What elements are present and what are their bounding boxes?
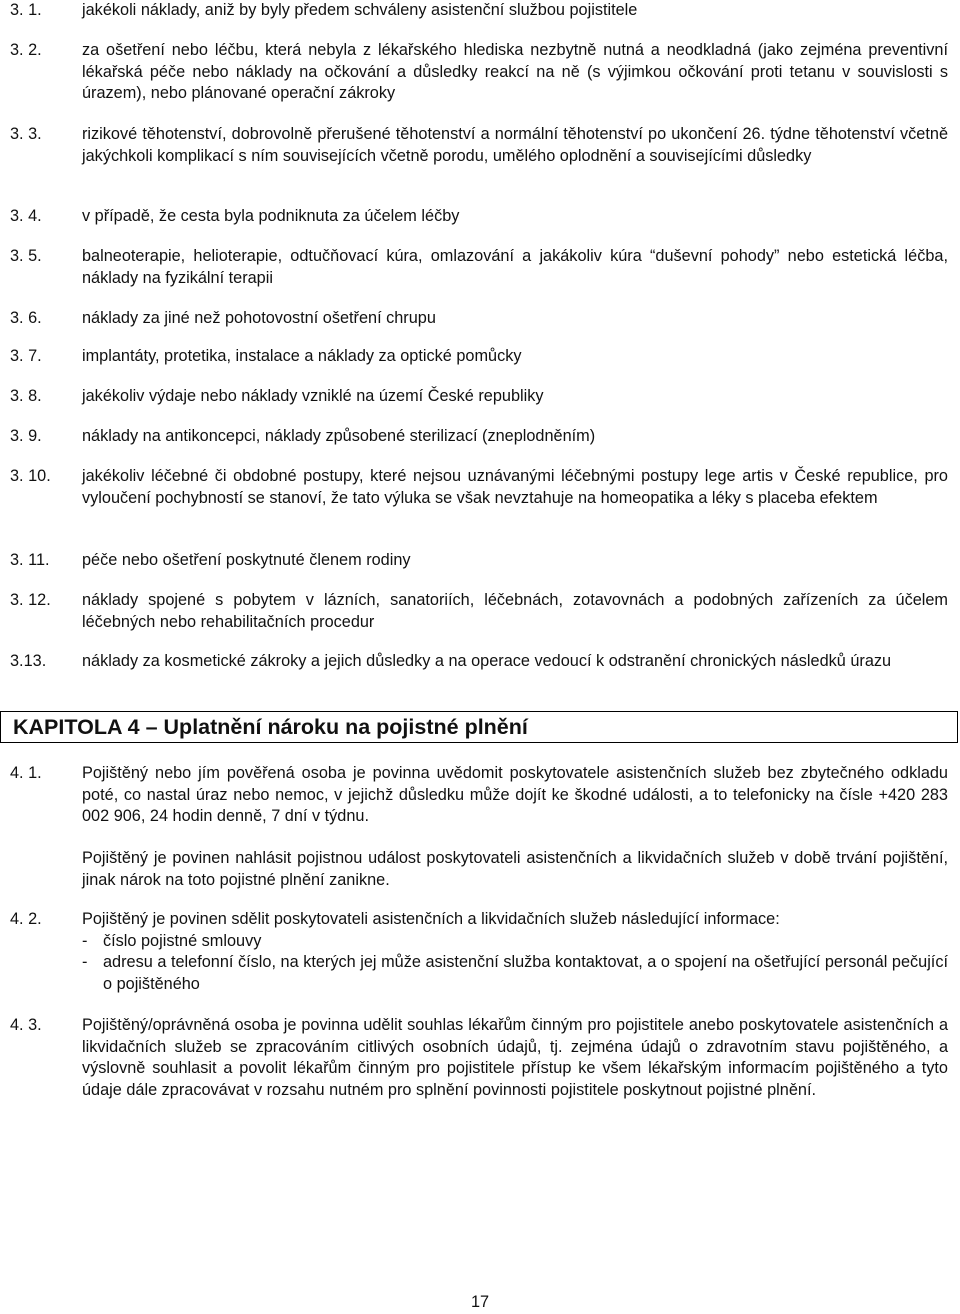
chapter-heading: KAPITOLA 4 – Uplatnění nároku na pojistné plnění [0, 711, 958, 743]
item-number: 3. 1. [10, 1, 42, 19]
dash-text: adresu a telefonní číslo, na kterých jej může asistenční služba kontaktovat, a o spojení na ošetřující personál pečující o pojištěného [103, 953, 948, 993]
item-number: 4. 3. [10, 1016, 42, 1034]
dash-bullet: - [82, 953, 88, 971]
exclusion-item [10, 308, 948, 330]
item-text: v případě, že cesta byla podniknuta za účelem léčby [82, 207, 460, 225]
claim-item [10, 909, 948, 995]
item-number: 3. 7. [10, 347, 42, 365]
exclusion-item [10, 386, 948, 408]
item-text: balneoterapie, helioterapie, odtučňovací kúra, omlazování a jakákoliv kúra “duševní pohody” nebo estetická léčba, náklady na fyzikální terapii [82, 247, 948, 287]
claim-item [10, 763, 948, 828]
dash-bullet: - [82, 931, 88, 950]
item-number: 3. 6. [10, 309, 42, 327]
item-text: náklady spojené s pobytem v lázních, sanatoriích, léčebnách, zotavovnách a podobných zařízeních za účelem léčebných nebo rehabilitačních procedur [82, 591, 948, 631]
item-text: náklady za kosmetické zákroky a jejich důsledky a na operace vedoucí k odstranění chronických následků úrazu [82, 652, 892, 670]
exclusion-item [10, 124, 948, 167]
item-number: 3. 3. [10, 125, 42, 143]
exclusion-item [10, 346, 948, 368]
item-number: 4. 1. [10, 764, 42, 782]
exclusion-item [10, 466, 948, 509]
exclusion-item [10, 590, 948, 633]
exclusion-item [10, 40, 948, 105]
item-text: jakékoliv léčebné či obdobné postupy, které nejsou uznávanými léčebnými postupy lege artis v České republice, pro vyloučení pochybností se stanoví, že tato výluka se však nevztahuje na homeopatika a léky s placeba efektem [82, 467, 948, 507]
exclusion-item [10, 550, 948, 572]
item-number: 3. 12. [10, 591, 51, 609]
item-text: náklady za jiné než pohotovostní ošetření chrupu [82, 309, 436, 327]
item-number: 3.13. [10, 652, 47, 670]
exclusion-item [10, 0, 948, 22]
dash-list-item [82, 931, 948, 953]
exclusion-item [10, 246, 948, 289]
dash-text: číslo pojistné smlouvy [103, 931, 262, 950]
item-text: jakékoliv výdaje nebo náklady vzniklé na území České republiky [82, 387, 544, 405]
item-text: náklady na antikoncepci, náklady způsobené sterilizací (zneplodněním) [82, 427, 596, 445]
item-number: 3. 5. [10, 247, 42, 265]
exclusion-item [10, 206, 948, 228]
item-text: jakékoli náklady, aniž by byly předem schváleny asistenční službou pojistitele [82, 1, 638, 19]
dash-list-item [82, 952, 948, 995]
item-text: Pojištěný nebo jím pověřená osoba je povinna uvědomit poskytovatele asistenčních služeb bez zbytečného odkladu poté, co nastal úraz nebo nemoc, v jejichž důsledku může dojít ke škodné události, a to telefonicky na čísle +420 283 002 906, 24 hodin denně, 7 dní v týdnu. [82, 764, 948, 825]
item-text: implantáty, protetika, instalace a náklady za optické pomůcky [82, 347, 522, 365]
item-number: 3. 9. [10, 427, 42, 445]
exclusion-item [10, 426, 948, 448]
item-text: Pojištěný je povinen nahlásit pojistnou událost poskytovateli asistenčních a likvidačních služeb v době trvání pojištění, jinak nárok na toto pojistné plnění zanikne. [82, 849, 948, 889]
item-number: 4. 2. [10, 910, 42, 928]
item-number: 3. 10. [10, 467, 51, 485]
item-text-block [82, 909, 948, 995]
item-number: 3. 8. [10, 387, 42, 405]
item-text: Pojištěný/oprávněná osoba je povinna udělit souhlas lékařům činným pro pojistitele anebo poskytovatele asistenčních a likvidačních služeb se zpracováním citlivých osobních údajů, tj. zejména údajů o zdravotním stavu pojištěného, a výslovně souhlasit a povolit lékařům činným pro pojistitele přístup ke všem lékařským informacím pojištěného a tyto údaje dále zpracovávat v rozsahu nutném pro splnění povinnosti pojistitele poskytnout pojistné plnění. [82, 1016, 948, 1099]
item-text: za ošetření nebo léčbu, která nebyla z lékařského hlediska nezbytně nutná a neodkladná (jako zejména preventivní lékařská péče nebo náklady na očkování a důsledky reakcí na ně (s výjimkou očkování proti tetanu v souvislosti s úrazem), nebo plánované operační zákroky [82, 41, 948, 102]
item-text: rizikové těhotenství, dobrovolně přerušené těhotenství a normální těhotenství po ukončení 26. týdne těhotenství včetně jakýchkoli komplikací s ním souvisejících včetně porodu, umělého oplodnění a souvisejícími důsledky [82, 125, 948, 165]
claim-paragraph [10, 848, 948, 891]
page-number: 17 [470, 1293, 490, 1311]
item-number: 3. 11. [10, 551, 50, 569]
claim-item [10, 1015, 948, 1101]
item-number: 3. 2. [10, 41, 42, 59]
item-text: Pojištěný je povinen sdělit poskytovateli asistenčních a likvidačních služeb následující informace: [82, 910, 780, 928]
exclusion-item [10, 651, 948, 673]
item-number: 3. 4. [10, 207, 42, 225]
item-text: péče nebo ošetření poskytnuté členem rodiny [82, 551, 411, 569]
